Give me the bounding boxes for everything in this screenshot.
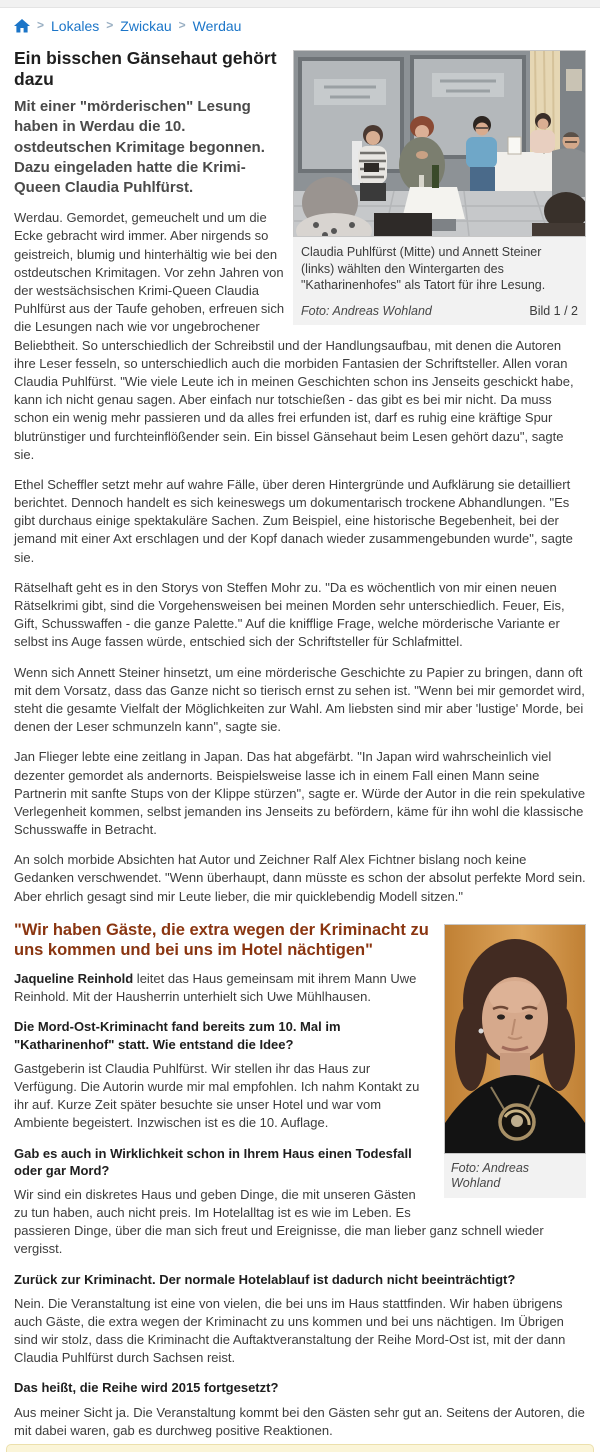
interview-portrait-figure xyxy=(444,924,586,1198)
article-paragraph: An solch morbide Absichten hat Autor und Zeichner Ralf Alex Fichtner bislang noch keine Gedanken verschwendet. "Wenn überhaupt, dann müsste es schon der absolut perfekte Mord sein. Aber ehrlich gesagt sind mir Leute lieber, die mir quicklebendig Modell sitzen." xyxy=(14,852,586,904)
breadcrumb xyxy=(14,8,586,40)
portrait-credit: Foto: Andreas Wohland xyxy=(444,1154,586,1198)
comments-panel-top-edge xyxy=(6,1444,594,1452)
interview-intro-name: Jaqueline Reinhold xyxy=(14,971,134,987)
page-top-strip xyxy=(0,0,600,8)
article-headline: Ein bisschen Gänsehaut gehört dazu xyxy=(14,48,277,89)
article-photo[interactable] xyxy=(293,50,586,237)
interview-question: Zurück zur Kriminacht. Der normale Hotelablauf ist dadurch nicht beeinträchtigt? xyxy=(14,1271,516,1287)
article-paragraph: Jan Flieger lebte eine zeitlang in Japan. Das hat abgefärbt. "In Japan wird wahrscheinlich viel dezenter gemordet als andernorts. Beispielsweise lasse ich in einem Fall einen Mann seine Partnerin mit sanfte Stups von der Klippe stürzen", sagte er. Würde der Autor in die rein spekulative Verlegenheit kommen, selbst jemanden ins Jenseits zu befördern, käme für ihn wohl die klassische Schusswaffe in Betracht. xyxy=(14,749,586,838)
breadcrumb-separator: > xyxy=(106,18,114,32)
breadcrumb-link-werdau[interactable]: Werdau xyxy=(192,18,242,34)
interview-question: Gab es auch in Wirklichkeit schon in Ihrem Haus einen Todesfall oder gar Mord? xyxy=(14,1145,412,1178)
interview-answer: Aus meiner Sicht ja. Die Veranstaltung kommt bei den Gästen sehr gut an. Seitens der Autoren, die mit dabei waren, gab es durchweg positive Reaktionen. xyxy=(14,1404,585,1438)
interview-question: Das heißt, die Reihe wird 2015 fortgesetzt? xyxy=(14,1380,279,1396)
interview-answer: Wir sind ein diskretes Haus und geben Dinge, die mit unseren Gästen zu tun haben, auch nicht preis. Im Hotelalltag ist es wie im Leben. Es passieren Dinge, über die man sich freut und Ereignisse, die man lieber ganz schnell wieder vergisst. xyxy=(14,1186,544,1257)
article-paragraph: Rätselhaft geht es in den Storys von Steffen Mohr zu. "Da es wöchentlich von mir einen neuen Rätselkrimi gibt, sind die Vorgehensweisen bei meinen Morden sehr unterschiedlich. Feuer, Eis, Gift, Schusswaffen - die ganze Palette." Auf die knifflige Frage, welche mörderische Variante er selbst ins Auge fassen würde, entschied sich der Schriftsteller für Schlafmittel. xyxy=(14,579,565,650)
caption-text: Claudia Puhlfürst (Mitte) und Annett Steiner (links) wählten den Wintergarten des "Katharinenhofes" als Tatort für ihre Lesung. xyxy=(301,245,546,292)
article-page xyxy=(0,8,600,1452)
breadcrumb-link-lokales[interactable]: Lokales xyxy=(51,18,100,34)
breadcrumb-separator: > xyxy=(37,18,45,32)
photo-credit: Foto: Andreas Wohland xyxy=(301,303,432,318)
interview-section xyxy=(14,920,586,1452)
portrait-photo-illustration xyxy=(445,925,585,1153)
home-icon[interactable] xyxy=(14,19,30,33)
main-photo-caption xyxy=(293,237,586,325)
article-lede: Mit einer "mörderischen" Lesung haben in Werdau die 10. ostdeutschen Krimitage begonnen. Dazu eingeladen hatte die Krimi-Queen Claudia Puhlfürst. xyxy=(14,98,265,196)
article-paragraph: Ethel Scheffler setzt mehr auf wahre Fälle, über deren Hintergründe und Aufklärung sie detailliert berichtet. Dennoch handelt es sich keineswegs um dokumentarisch trockene Abhandlungen. "Es gibt durchaus einige spektakuläre Sachen. Zum Beispiel, eine historische Begebenheit, bei der jemand mit einer Axt erschlagen und der Kopf danach wieder zusammengebunden wurde", sagte sie. xyxy=(14,476,573,565)
breadcrumb-link-zwickau[interactable]: Zwickau xyxy=(120,18,172,34)
wintergarden-photo-illustration xyxy=(294,51,585,236)
portrait-photo[interactable] xyxy=(444,924,586,1154)
interview-intro-rest: leitet das Haus gemeinsam mit ihrem Mann Uwe Reinhold. Mit der Hausherrin unterhielt sich Uwe Mühlhausen. xyxy=(14,971,417,1005)
interview-answer: Nein. Die Veranstaltung ist eine von vielen, die bei uns im Haus stattfinden. Wir haben übrigens auch Gäste, die extra wegen der Kriminacht zu uns kommen und bei uns nächtigen. Im Übrigen sind wir stolz, dass die Kriminacht die Auftaktveranstaltung der Reihe Mord-Ost ist, mit der dann Claudia Puhlfürst durch Sachsen reist. xyxy=(14,1295,566,1366)
interview-question: Die Mord-Ost-Kriminacht fand bereits zum 10. Mal im "Katharinenhof" statt. Wie entstand die Idee? xyxy=(14,1019,341,1052)
interview-answer: Gastgeberin ist Claudia Puhlfürst. Wir stellen ihr das Haus zur Verfügung. Die Autorin wurde mir mal empfohlen. Ich nahm Kontakt zu ihr auf. Kurze Zeit später besuchte sie unser Hotel und war vom Ambiente begeistert. Inzwischen ist es die 10. Auflage. xyxy=(14,1060,420,1131)
article-paragraph: Werdau. Gemordet, gemeuchelt und um die Ecke gebracht wird immer. Aber nirgends so geistreich, blumig und hinterhältig wie bei den ostdeutschen Krimitagen. Vor zehn Jahren von der westsächsischen Krimi-Queen Claudia Puhlfürst aus der Taufe gehoben, erfreuen sich die Lesungen nach wie vor ungebrochener Beliebtheit. So unterschiedlich der Schreibstil und der Handlungsaufbau, mit denen die Autoren ihre Leser fesseln, so unterschiedlich auch die morbiden Fantasien der Schriftsteller. Allen voran Claudia Puhlfürst. "Wie viele Leute ich in meinen Geschichten schon ins Jenseits geschickt habe, kann ich nicht genau sagen. Aber einfach nur totschießen - das gibt es bei mir nicht. Da muss schon ein wenig mehr passieren und da alles frei erfunden ist, darf es ruhig eine kräftige Spur blutrünstiger und furchteinflößender sein. Ein bissel Gänsehaut beim Lesen gehört dazu", sagte sie. xyxy=(14,210,574,462)
article-body xyxy=(14,48,586,1452)
interview-heading: "Wir haben Gäste, die extra wegen der Kriminacht zu uns kommen und bei uns im Hotel nächtigen" xyxy=(14,920,429,960)
image-counter: Bild 1 / 2 xyxy=(529,303,578,318)
article-main-figure xyxy=(293,50,586,325)
breadcrumb-separator: > xyxy=(178,18,186,32)
article-paragraph: Wenn sich Annett Steiner hinsetzt, um eine mörderische Geschichte zu Papier zu bringen, dann oft mit dem Vorsatz, dass das Ganze nicht so tierisch ernst zu sehen ist. "Wenn bei mir gemordet wird, steht die gesamte Vielfalt der Möglichkeiten zur Wahl. Am liebsten sind mir aber 'lustige' Morde, bei denen der Leser schmunzeln kann", sagte sie. xyxy=(14,664,585,735)
